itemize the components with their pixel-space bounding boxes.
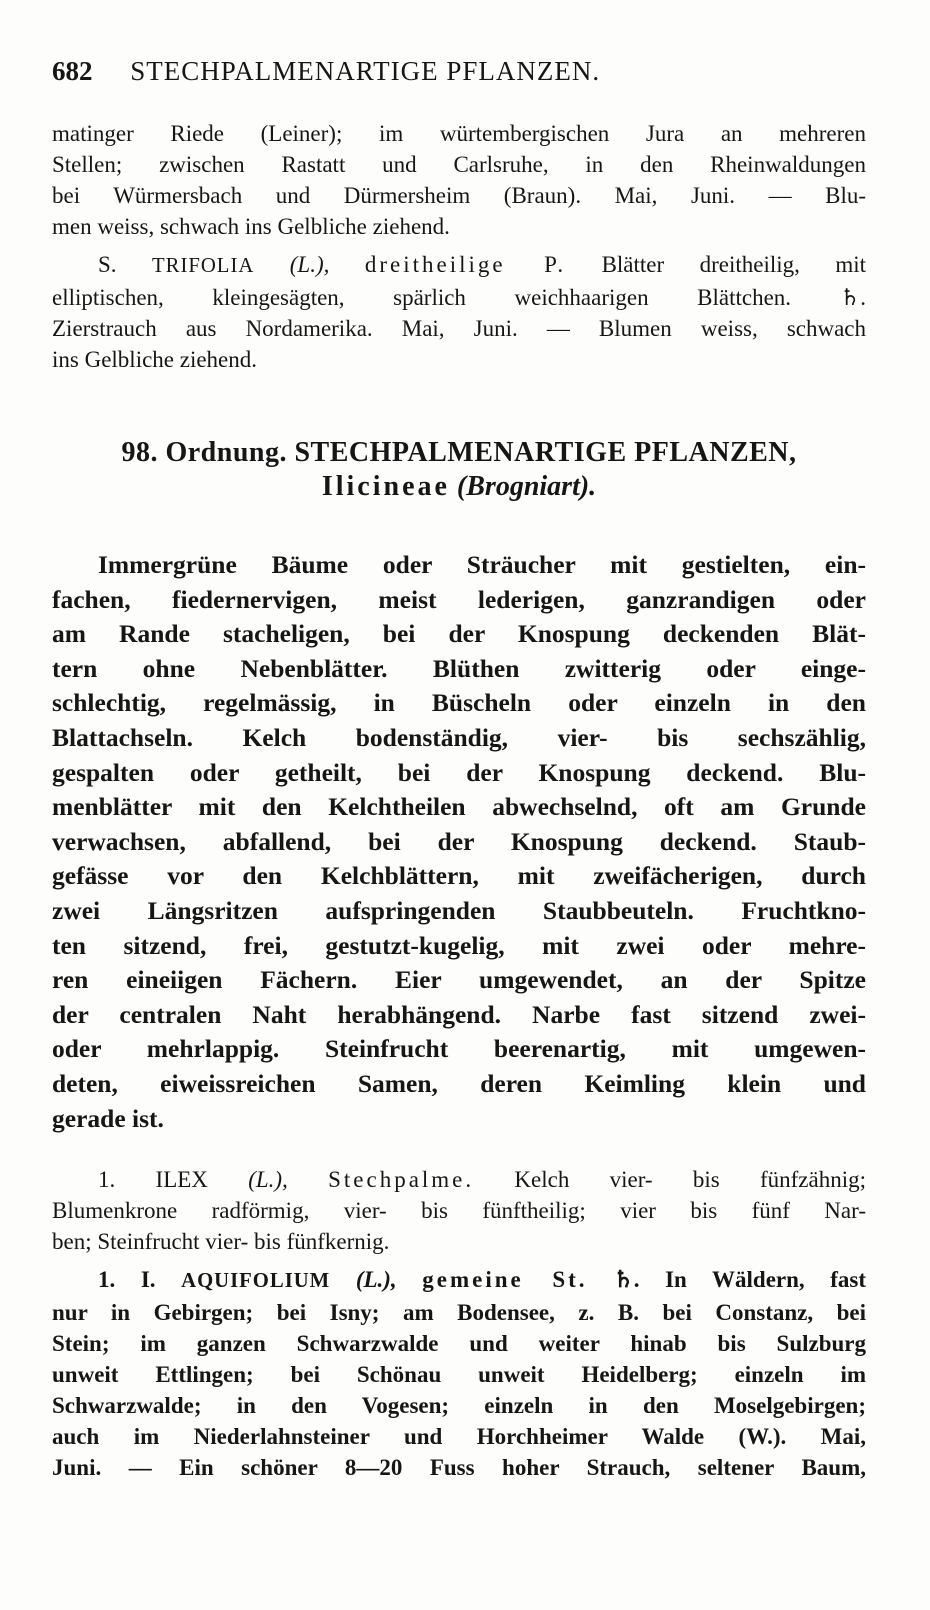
- entry-first-line: [52, 1164, 866, 1195]
- text-line: ren eineiigen Fächern. Eier umgewendet, an der Spitze: [52, 965, 866, 995]
- order-title: 98. Ordnung. STECHPALMENARTIGE PFLANZEN,: [121, 437, 797, 468]
- order-heading: [52, 436, 866, 504]
- text-line: bei Würmersbach und Dürmersheim (Braun). Mai, Juni. — Blu-: [52, 183, 866, 208]
- text-line: gerade ist.: [52, 1103, 164, 1133]
- continued-paragraph: [52, 118, 866, 242]
- text-line: gefässe vor den Kelchblättern, mit zweifächerigen, durch: [52, 861, 866, 891]
- text-line: menblätter mit den Kelchtheilen abwechselnd, oft am Grunde: [52, 792, 866, 822]
- order-author: (Brogniart).: [456, 471, 597, 502]
- text-line: Blattachseln. Kelch bodenständig, vier- bis sechszählig,: [52, 722, 866, 752]
- entry-number: 1.: [98, 1167, 116, 1192]
- text-line: Stellen; zwischen Rastatt und Carlsruhe, in den Rheinwaldungen: [52, 152, 866, 177]
- common-name: Stechpalme.: [328, 1167, 475, 1192]
- entry-number: 1. I.: [98, 1267, 156, 1292]
- text-line: deten, eiweissreichen Samen, deren Keimling klein und: [52, 1068, 866, 1098]
- text-line: tern ohne Nebenblätter. Blüthen zwitterig oder einge-: [52, 653, 866, 683]
- common-name: dreitheilige P.: [364, 252, 567, 277]
- genus-name: ILEX: [155, 1167, 208, 1192]
- entry-first-line: [52, 249, 866, 282]
- entry-text: ♄. In Wäldern, fast: [613, 1267, 867, 1292]
- text-line: auch im Niederlahnsteiner und Horchheimer Walde (W.). Mai,: [52, 1424, 866, 1449]
- text-line: Juni. — Ein schöner 8—20 Fuss hoher Strauch, seltener Baum,: [52, 1455, 866, 1480]
- text-line: Stein; im ganzen Schwarzwalde und weiter hinab bis Sulzburg: [52, 1331, 866, 1356]
- text-line: ins Gelbliche ziehend.: [52, 347, 258, 372]
- page-number: 682: [52, 56, 93, 86]
- text-line: oder mehrlappig. Steinfrucht beerenartig, mit umgewen-: [52, 1034, 866, 1064]
- entry-number: S.: [98, 252, 117, 277]
- text-line: nur in Gebirgen; bei Isny; am Bodensee, z. B. bei Constanz, bei: [52, 1300, 866, 1325]
- text-line: schlechtig, regelmässig, in Büscheln oder einzeln in den: [52, 688, 866, 718]
- text-line: ten sitzend, frei, gestutzt-kugelig, mit zwei oder mehre-: [52, 930, 866, 960]
- text-line: matinger Riede (Leiner); im würtembergischen Jura an mehreren: [52, 121, 866, 146]
- species-entry-trifolia: [52, 249, 866, 375]
- text-line: gespalten oder getheilt, bei der Knospung deckend. Blu-: [52, 757, 866, 787]
- text-line: unweit Ettlingen; bei Schönau unweit Heidelberg; einzeln im: [52, 1362, 866, 1387]
- text-line: Schwarzwalde; in den Vogesen; einzeln in den Moselgebirgen;: [52, 1393, 866, 1418]
- running-head: [52, 56, 872, 87]
- order-latin-name: Ilicineae: [321, 471, 450, 502]
- text-line: am Rande stacheligen, bei der Knospung deckenden Blät-: [52, 619, 866, 649]
- text-line: der centralen Naht herabhängend. Narbe fast sitzend zwei-: [52, 999, 866, 1029]
- genus-entry-ilex: [52, 1164, 866, 1257]
- text-line: Blumenkrone radförmig, vier- bis fünftheilig; vier bis fünf Nar-: [52, 1198, 866, 1223]
- entry-text: Kelch vier- bis fünfzähnig;: [514, 1167, 866, 1192]
- text-line: fachen, fiedernervigen, meist lederigen, ganzrandigen oder: [52, 584, 866, 614]
- species-name: TRIFOLIA: [152, 255, 255, 277]
- text-line: Immergrüne Bäume oder Sträucher mit gestielten, ein-: [98, 550, 866, 579]
- text-line: zwei Längsritzen aufspringenden Staubbeuteln. Fruchtkno-: [52, 895, 866, 925]
- common-name: gemeine St.: [422, 1267, 588, 1292]
- text-line: elliptischen, kleingesägten, spärlich weichhaarigen Blättchen. ♄.: [52, 285, 866, 310]
- species-name: AQUIFOLIUM: [181, 1270, 331, 1292]
- species-author: (L.),: [355, 1267, 397, 1292]
- text-line: verwachsen, abfallend, bei der Knospung deckend. Staub-: [52, 826, 866, 856]
- order-description: [52, 548, 866, 1136]
- entry-first-line: [52, 1264, 866, 1297]
- species-entry-aquifolium: [52, 1264, 866, 1483]
- text-line: Zierstrauch aus Nordamerika. Mai, Juni. — Blumen weiss, schwach: [52, 316, 866, 341]
- text-line: ben; Steinfrucht vier- bis fünfkernig.: [52, 1229, 390, 1254]
- genus-author: (L.),: [248, 1167, 288, 1192]
- running-title: STECHPALMENARTIGE PFLANZEN.: [130, 56, 601, 86]
- text-line: men weiss, schwach ins Gelbliche ziehend.: [52, 214, 450, 239]
- species-author: (L.),: [289, 252, 330, 277]
- entry-text: Blätter dreitheilig, mit: [601, 252, 867, 277]
- order-subtitle: [52, 470, 866, 504]
